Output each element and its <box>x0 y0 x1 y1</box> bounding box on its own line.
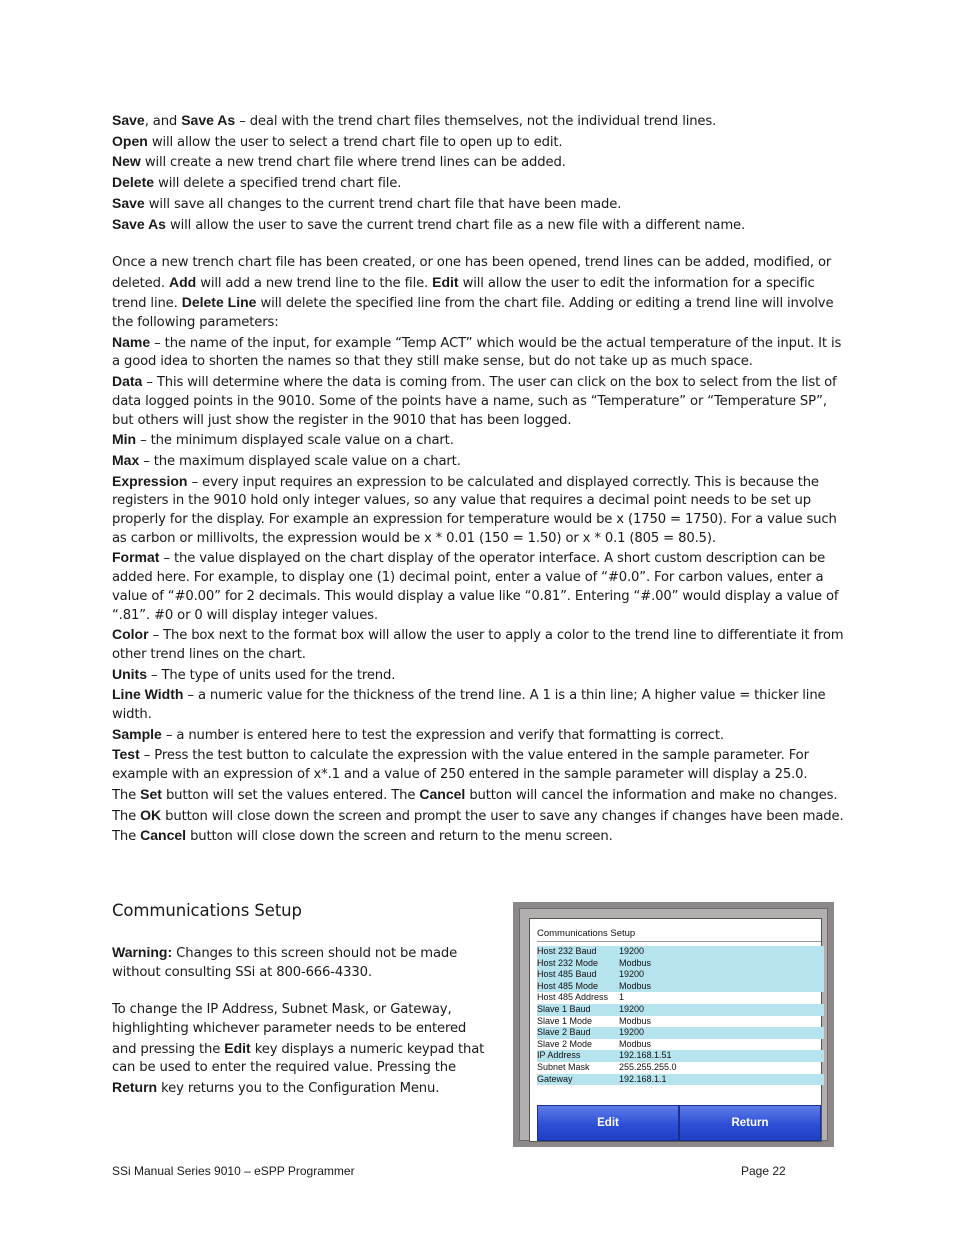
parameter-list <box>537 946 824 1085</box>
text-run: – a numeric value for the thickness of the trend line. A 1 is a thin line; A higher value = thicker line width. <box>112 688 826 723</box>
keyword: Data <box>112 373 143 390</box>
parameter-value: 1 <box>619 992 625 1003</box>
parameter-name: Host 485 Address <box>537 992 609 1003</box>
parameter-name: Gateway <box>537 1073 573 1084</box>
parameter-value: 19200 <box>619 1003 645 1014</box>
parameter-name: Slave 2 Mode <box>537 1038 593 1049</box>
keyword: Open <box>112 132 148 149</box>
parameter-name: Host 485 Mode <box>537 980 599 991</box>
keyword: Save As <box>181 112 236 128</box>
paragraph <box>112 215 844 236</box>
keyword: Format <box>112 549 160 566</box>
trend-chart-description <box>112 111 844 847</box>
paragraph <box>112 725 844 746</box>
parameter-value: 192.168.1.51 <box>619 1050 672 1061</box>
paragraph <box>112 745 844 784</box>
parameter-value: 19200 <box>619 946 645 956</box>
text-run: To change the IP Address, Subnet Mask, or Gateway, highlighting whichever parameter needs to be entered and pressing the <box>112 1002 467 1057</box>
footer-page-number: Page 22 <box>741 1164 786 1178</box>
text-run: The <box>112 829 141 845</box>
parameter-name: IP Address <box>537 1050 581 1061</box>
text-run: – deal with the trend chart files themselves, not the individual trend lines. <box>235 114 717 129</box>
text-run: key returns you to the Configuration Menu. <box>157 1080 440 1096</box>
keyword: Save As <box>112 215 166 232</box>
parameter-name: Subnet Mask <box>537 1061 590 1072</box>
paragraph <box>112 372 844 430</box>
paragraph <box>112 194 844 215</box>
communications-description <box>112 943 492 1099</box>
text-run: key displays a numeric keypad that can be used to enter the required value. Pressing the <box>112 1041 485 1076</box>
parameter-name: Slave 1 Baud <box>537 1003 591 1014</box>
paragraph <box>112 132 844 153</box>
keyword: Warning: <box>112 944 173 960</box>
text-run: – every input requires an expression to be calculated and displayed correctly. This is because the registers in the 9010 hold only integer values, so any value that requires a decimal point needs to be set up properly for the display. For example an expression for temperature would be x (1750 = 1750). For a value such as carbon or millivolts, the expression would be x * 0.01 (150 = 1.50) or x * 0.1 (805 = 80.5). <box>112 474 837 546</box>
text-run: will delete a specified trend chart file. <box>154 176 402 192</box>
text-run: , and <box>144 114 182 129</box>
parameter-row[interactable] <box>537 981 824 993</box>
paragraph <box>112 173 844 194</box>
text-run: will add a new trend line to the file. <box>196 275 433 291</box>
text-run: button will set the values entered. The <box>161 787 420 803</box>
communications-setup-screenshot <box>513 902 834 1147</box>
keyword: Min <box>112 431 137 448</box>
keyword: Delete <box>112 174 155 191</box>
text-run: will create a new trend chart file where trend lines can be added. <box>140 155 566 171</box>
parameter-row[interactable] <box>537 1016 824 1028</box>
keyword: Save <box>112 194 145 211</box>
keyword: Edit <box>432 273 459 290</box>
parameter-value: 19200 <box>619 969 645 980</box>
text-run: will allow the user to edit the information for a specific trend line. <box>112 275 815 312</box>
paragraph <box>112 430 844 451</box>
parameter-value: Modbus <box>619 980 652 991</box>
paragraph <box>112 451 844 472</box>
parameter-name: Slave 1 Mode <box>537 1015 593 1026</box>
paragraph <box>112 806 844 827</box>
edit-button[interactable]: Edit <box>537 1105 679 1141</box>
paragraph <box>112 111 844 132</box>
keyword: New <box>112 153 141 170</box>
keyword: Line Width <box>112 686 184 703</box>
text-run: Once a new trench chart file has been created, or one has been opened, trend lines can be added, modified, or deleted. <box>112 254 832 291</box>
paragraph <box>112 333 844 372</box>
parameter-row[interactable] <box>537 958 824 970</box>
keyword: Expression <box>112 472 188 489</box>
parameter-value: 19200 <box>619 1027 645 1038</box>
parameter-name: Host 232 Mode <box>537 957 599 968</box>
parameter-row[interactable] <box>537 1062 824 1074</box>
paragraph <box>112 943 492 982</box>
parameter-value: Modbus <box>619 957 652 968</box>
keyword: OK <box>140 806 162 823</box>
text-run: – the minimum displayed scale value on a chart. <box>136 433 454 449</box>
text-run: will delete the specified line from the chart file. Adding or editing a trend line will involve the following parameters: <box>112 296 834 331</box>
section-title: Communications Setup <box>112 901 302 920</box>
parameter-row[interactable] <box>537 1039 824 1051</box>
paragraph-gap <box>112 982 492 1001</box>
parameter-value: 192.168.1.1 <box>619 1073 667 1084</box>
text-run: button will close down the screen and prompt the user to save any changes if changes have been made. <box>161 808 844 824</box>
text-run: will allow the user to save the current trend chart file as a new file with a different name. <box>165 217 746 233</box>
keyword: Units <box>112 665 147 682</box>
return-button[interactable]: Return <box>679 1105 821 1141</box>
parameter-row[interactable] <box>537 969 824 981</box>
parameter-name: Host 232 Baud <box>537 946 597 956</box>
text-run: The <box>112 787 141 803</box>
text-run: will allow the user to select a trend chart file to open up to edit. <box>147 134 563 150</box>
paragraph <box>112 625 844 664</box>
paragraph <box>112 665 844 686</box>
text-run: button will close down the screen and return to the menu screen. <box>186 829 613 845</box>
parameter-row[interactable] <box>537 946 824 958</box>
text-run: The <box>112 808 141 824</box>
device-bezel <box>519 908 828 1141</box>
keyword: Return <box>112 1078 158 1095</box>
parameter-value: Modbus <box>619 1038 652 1049</box>
text-run: Changes to this screen should not be made without consulting SSi at 800-666-4330. <box>112 946 458 980</box>
paragraph-gap <box>112 235 844 254</box>
text-run: – the value displayed on the chart display of the operator interface. A short custom description can be added here. For example, to display one (1) decimal point, enter a value of “#0.0”. For carbon values, enter a value of “#0.00” for 2 decimals. This would display a value like “0.81”. Entering “#.00” would display a value of “.81”. #0 or 0 will display integer values. <box>112 551 839 623</box>
parameter-row[interactable] <box>537 1050 824 1062</box>
keyword: Cancel <box>140 827 187 844</box>
keyword: Test <box>112 746 140 763</box>
paragraph <box>112 152 844 173</box>
keyword: Max <box>112 451 140 468</box>
parameter-row[interactable] <box>537 992 824 1004</box>
button-bar <box>537 1105 821 1141</box>
paragraph <box>112 685 844 724</box>
device-screen <box>529 918 822 1142</box>
text-run: – This will determine where the data is coming from. The user can click on the box to select from the list of data logged points in the 9010. Some of the points have a name, such as “Temperature” or “Temperature SP”, but others will just show the register in the 9010 that has been logged. <box>112 375 837 428</box>
keyword: Name <box>112 333 151 350</box>
keyword: Cancel <box>419 785 466 802</box>
text-run: – The box next to the format box will allow the user to apply a color to the trend line to differentiate it from other trend lines on the chart. <box>112 628 844 662</box>
text-run: – the name of the input, for example “Temp ACT” which would be the actual temperature of the input. It is a good idea to shorten the names so that they still make sense, but do not take up as much space. <box>112 335 842 370</box>
text-run: – The type of units used for the trend. <box>147 667 396 683</box>
keyword: Edit <box>224 1039 251 1056</box>
parameter-name: Slave 2 Baud <box>537 1027 591 1038</box>
keyword: Delete Line <box>181 294 257 311</box>
parameter-name: Host 485 Baud <box>537 969 597 980</box>
paragraph <box>112 785 844 806</box>
paragraph <box>112 472 844 549</box>
parameter-row[interactable] <box>537 1027 824 1039</box>
keyword: Color <box>112 626 149 643</box>
keyword: Sample <box>112 725 162 742</box>
parameter-row[interactable] <box>537 1074 824 1086</box>
text-run: will save all changes to the current trend chart file that have been made. <box>144 196 622 212</box>
parameter-value: Modbus <box>619 1015 652 1026</box>
keyword: Add <box>168 273 197 290</box>
text-run: – Press the test button to calculate the expression with the value entered in the sample parameter. For example with an expression of x*.1 and a value of 250 entered in the sample parameter will display a 25.0. <box>112 748 809 783</box>
keyword: Set <box>140 785 162 802</box>
screen-divider <box>537 941 821 942</box>
paragraph <box>112 1001 492 1099</box>
text-run: button will cancel the information and make no changes. <box>465 787 838 803</box>
parameter-row[interactable] <box>537 1004 824 1016</box>
footer-manual-title: SSi Manual Series 9010 – eSPP Programmer <box>112 1164 355 1178</box>
screen-title: Communications Setup <box>537 928 636 939</box>
paragraph <box>112 826 844 847</box>
text-run: – a number is entered here to test the expression and verify that formatting is correct. <box>161 727 724 743</box>
paragraph <box>112 548 844 625</box>
paragraph <box>112 254 844 333</box>
keyword: Save <box>112 112 145 128</box>
parameter-value: 255.255.255.0 <box>619 1061 677 1072</box>
text-run: – the maximum displayed scale value on a chart. <box>139 453 461 469</box>
